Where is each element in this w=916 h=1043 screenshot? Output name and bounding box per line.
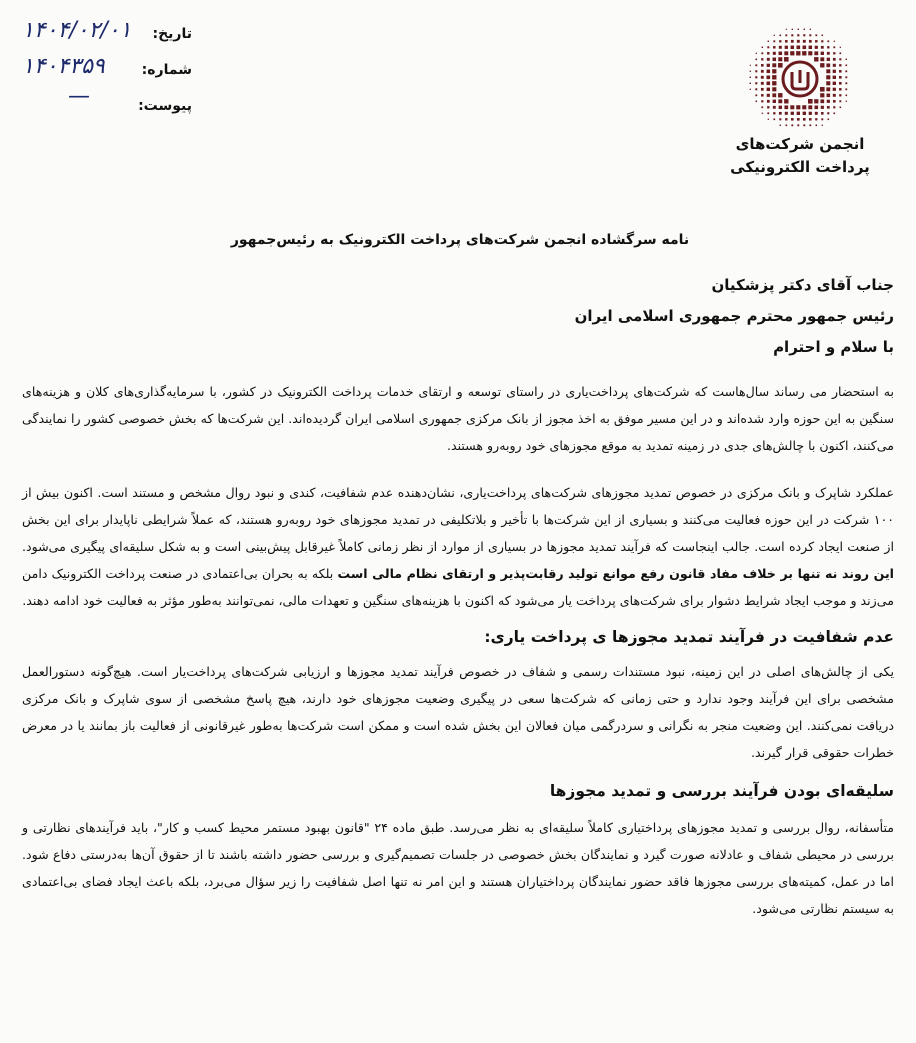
logo-square [790, 51, 794, 55]
logo-square [827, 52, 830, 55]
logo-square [773, 118, 775, 120]
paragraph-performance-text: عملکرد شاپرک و بانک مرکزی در خصوص تمدید مجوزهای شرکت‌های پرداخت‌یاری، نشان‌دهنده عدم شفافیت، کندی و نبود روال مشخص و مستند است. اکنون بیش از ۱۰۰ شرکت در این حوزه فعالیت می‌کنند و بسیاری از این شرکت‌ها با تأخیر و بلاتکلیفی در تمدید مجوزهای خود روبه‌رو هستند، که عملاً شرایطی ناپایدار برای این بخش از صنعت ایجاد کرده است. جالب اینجاست که فرآیند تمدید مجوزها در بسیاری از موارد از نظر زمانی کاملاً غیرقابل پیش‌بینی است و به شکل سلیقه‌ای پیگیری می‌شود. [22, 485, 894, 554]
logo-square [755, 82, 757, 84]
logo-square [820, 87, 825, 92]
logo-square [826, 69, 830, 73]
logo-square [845, 76, 847, 78]
letter-meta [22, 18, 192, 126]
logo-square [778, 63, 783, 68]
logo-square [761, 94, 763, 96]
logo-square [797, 40, 800, 43]
logo-square [791, 34, 793, 36]
logo-square [772, 69, 776, 73]
logo-square [821, 46, 824, 49]
logo-square [762, 47, 763, 48]
logo-square [839, 94, 841, 96]
logo-square [815, 34, 817, 36]
logo-square [816, 125, 818, 127]
paragraph-arbitrary: متأسفانه، روال بررسی و تمدید مجوزهای پرداختیاری کاملاً سلیقه‌ای به نظر می‌رسد. طبق ماده ۲۴ "قانون بهبود مستمر محیط کسب و کار"، باید فرآیندهای نظارتی و بررسی در محیطی شفاف و عادلانه صورت گیرد و نمایندگان بخش خصوصی در جلسات تصمیم‌گیری و بررسی حضور داشته باشند تا از حقوق آن‌ها به‌درستی دفاع شود. اما در عمل، کمیته‌های بررسی مجوزها فاقد حضور نمایندگان پرداختیاران هستند و این امر نه تنها اصل شفافیت را زیر سؤال می‌برد، بلکه باعث ایجاد فضای بی‌اعتمادی به سیستم نظارتی می‌شود. [22, 820, 894, 916]
logo-square [798, 29, 799, 30]
logo-square [755, 94, 757, 96]
logo-square [756, 101, 758, 103]
logo-square [761, 106, 763, 108]
logo-square [833, 76, 836, 79]
logo-square [773, 112, 775, 114]
logo-square [750, 65, 751, 66]
logo-square [808, 51, 812, 55]
logo-square [785, 40, 788, 43]
logo-square [814, 57, 818, 61]
logo-square [796, 105, 800, 109]
logo-square [820, 63, 824, 67]
attachment-value: — [68, 84, 91, 109]
letter-title: نامه سرگشاده انجمن شرکت‌های پرداخت الکترونیک به رئیس‌جمهور [230, 232, 690, 248]
logo-square [773, 100, 776, 103]
logo-square [833, 94, 836, 97]
logo-square [809, 112, 812, 115]
logo-square [826, 81, 830, 85]
logo-square [750, 71, 751, 72]
logo-square [840, 47, 841, 48]
logo-square [833, 70, 836, 73]
number-value: ۱۴۰۴۳۵۹ [22, 54, 105, 79]
logo-square [821, 118, 823, 120]
logo-square [827, 94, 831, 98]
logo-square [822, 125, 823, 126]
logo-square [828, 119, 830, 121]
logo-square [827, 112, 829, 114]
logo-square [761, 76, 764, 79]
logo-square [791, 118, 794, 121]
logo-square [780, 125, 781, 126]
logo-square [791, 40, 794, 43]
logo-square [839, 58, 841, 60]
logo-square [833, 106, 835, 108]
logo-square [778, 57, 782, 61]
logo-square [779, 40, 781, 42]
logo-square [803, 40, 806, 43]
logo-square [814, 51, 818, 55]
logo-square [808, 99, 813, 104]
logo-square [834, 41, 835, 42]
logo-square [756, 59, 758, 61]
logo-square [820, 99, 824, 103]
logo-square [840, 107, 842, 109]
logo-mark-icon [746, 25, 854, 133]
logo-square [779, 118, 781, 120]
logo-square [791, 112, 794, 115]
date-label: تاریخ: [152, 26, 192, 42]
logo-square [804, 29, 805, 30]
logo-square [833, 64, 836, 67]
logo-square [784, 57, 789, 62]
logo-square [773, 40, 775, 42]
logo-square [785, 46, 788, 49]
logo-square [827, 100, 830, 103]
logo-square [767, 88, 770, 91]
logo-square [785, 118, 787, 120]
logo-square [785, 34, 787, 36]
logo-square [767, 70, 770, 73]
logo-name-line1: انجمن شرکت‌های [735, 135, 865, 153]
logo-square [768, 119, 769, 120]
logo-square [833, 112, 835, 114]
logo-square [826, 63, 830, 67]
logo-square [784, 51, 788, 55]
logo-square [815, 106, 819, 110]
logo-square [815, 40, 817, 42]
logo-square [809, 124, 811, 126]
logo-square [833, 52, 835, 54]
logo-square [750, 77, 751, 78]
logo-square [772, 81, 776, 85]
logo-square [821, 40, 823, 42]
logo-square [846, 95, 848, 97]
logo-square [839, 76, 842, 79]
logo-square [779, 106, 782, 109]
logo-square [797, 34, 799, 36]
logo-square [773, 106, 776, 109]
logo-square [780, 35, 782, 37]
logo-square [797, 46, 801, 50]
logo-square [803, 118, 806, 121]
logo-square [809, 118, 811, 120]
logo-square [803, 112, 806, 115]
logo-square [778, 93, 782, 97]
logo-square [839, 70, 842, 73]
logo-square [785, 112, 788, 115]
logo-square [750, 83, 751, 84]
logo-square [773, 46, 775, 48]
logo-square [767, 94, 770, 97]
logo-square [845, 88, 847, 90]
logo-square [803, 34, 805, 36]
attachment-label: پیوست: [138, 98, 192, 114]
logo-square [767, 100, 770, 103]
association-logo [725, 25, 875, 179]
logo-square [821, 52, 824, 55]
logo-square [815, 118, 817, 120]
paragraph-performance-bold: این روند نه تنها بر خلاف مفاد قانون رفع موانع تولید رقابت‌پذیر و ارتقای نظام مالی است [337, 566, 894, 581]
logo-square [797, 118, 800, 121]
logo-square [762, 113, 763, 114]
attachment-row [22, 84, 192, 126]
logo-square [833, 88, 836, 91]
logo-square [814, 99, 818, 103]
logo-square [810, 29, 811, 30]
logo-square [791, 124, 793, 126]
logo-square [809, 46, 812, 49]
logo-square [826, 87, 830, 91]
logo-square [773, 52, 776, 55]
logo-square [833, 58, 836, 61]
logo-name-line2: پرداخت الکترونیکی [730, 158, 870, 176]
logo-square [815, 46, 818, 49]
logo-square [803, 124, 805, 126]
logo-square [772, 93, 776, 97]
logo-square [750, 89, 751, 90]
logo-square [772, 87, 776, 91]
logo-square [802, 105, 806, 109]
logo-square [785, 124, 787, 126]
paragraph-transparency: یکی از چالش‌های اصلی در این زمینه، نبود مستندات رسمی و شفاف در خصوص فرآیند تمدید مجوزها و ارزیابی شرکت‌های پرداخت‌یار است. هیچ‌گونه دستورالعمل مشخصی برای این فرآیند وجود ندارد و حتی زمانی که شرکت‌ها سعی در پیگیری وضعیت مجوزهای خود دارند، هیچ پاسخ مشخصی از سوی شاپرک و بانک مرکزی دریافت نمی‌کنند. این وضعیت منجر به نگرانی و سردرگمی میان فعالان این بخش شده است و ممکن است شرکت‌ها به‌طور غیرقانونی از فعالیت باز بمانند یا در معرض خطرات حقوقی قرار گیرند. [22, 664, 894, 760]
logo-square [792, 29, 793, 30]
logo-square [767, 82, 771, 86]
logo-square [826, 75, 830, 79]
logo-square [827, 46, 829, 48]
logo-square [833, 100, 836, 103]
logo-square [761, 82, 764, 85]
logo-square [839, 52, 841, 54]
logo-square [821, 106, 824, 109]
date-row [22, 18, 192, 54]
logo-square [768, 41, 769, 42]
logo-square [821, 112, 824, 115]
logo-square [784, 105, 788, 109]
logo-square [773, 58, 777, 62]
greeting: با سلام و احترام [773, 338, 894, 356]
number-row [22, 54, 192, 90]
logo-square [797, 112, 800, 115]
paragraph-intro: به استحضار می رساند سال‌هاست که شرکت‌های پرداخت‌یاری در راستای توسعه و ارتقای خدمات پرداخت الکترونیک در کشور، با سرمایه‌گذاری‌های کلان و هزینه‌های سنگین به این حوزه وارد شده‌اند و در این مسیر موفق به اخذ مجوز از بانک مرکزی جمهوری اسلامی ایران گردیده‌اند. این شرکت‌ها که بخش خصوصی کشور را نمایندگی می‌کنند، اکنون با چالش‌های جدی در زمینه تمدید به موقع مجوزهای خود روبه‌رو هستند. [22, 384, 894, 453]
logo-square [797, 124, 799, 126]
logo-square [839, 64, 841, 66]
logo-square [808, 105, 812, 109]
logo-square [839, 100, 841, 102]
logo-square [820, 93, 824, 97]
logo-square [827, 106, 830, 109]
logo-square [779, 112, 782, 115]
logo-square [767, 64, 770, 67]
logo-square [767, 76, 771, 80]
logo-square [846, 101, 847, 102]
number-label: شماره: [141, 62, 192, 78]
logo-square [803, 46, 807, 50]
logo-square [767, 46, 769, 48]
paragraph-performance-tail: بلکه به بحران بی‌اعتمادی در صنعت پرداخت الکترونیک دامن می‌زند و موجب ایجاد شرایط دشوار برای شرکت‌های پرداخت یار می‌شود که اکنون با هزینه‌های سنگین و تعهدات مالی، نمی‌توانند به‌طور مؤثر به فعالیت خود ادامه دهند. [22, 566, 894, 608]
logo-square [791, 46, 794, 49]
logo-square [772, 75, 776, 79]
logo-square [790, 105, 794, 109]
logo-square [827, 40, 829, 42]
paragraph-performance [22, 479, 894, 614]
addressee-position: رئیس جمهور محترم جمهوری اسلامی ایران [574, 307, 894, 325]
logo-square [755, 64, 757, 66]
logo-square [779, 52, 783, 56]
logo-square [820, 57, 824, 61]
logo-square [761, 52, 763, 54]
logo-square [786, 29, 787, 30]
logo-text [725, 133, 875, 179]
logo-square [755, 88, 757, 90]
logo-square [833, 82, 836, 85]
logo-square [755, 76, 757, 78]
logo-square [779, 46, 782, 49]
logo-square [761, 88, 764, 91]
section-heading-arbitrary: سلیقه‌ای بودن فرآیند بررسی و تمدید مجوزها [549, 782, 894, 800]
logo-square [822, 35, 824, 37]
logo-square [761, 64, 764, 67]
logo-square [755, 70, 757, 72]
logo-square [761, 58, 763, 60]
logo-square [809, 40, 812, 43]
logo-square [761, 70, 764, 73]
logo-square [839, 82, 842, 85]
logo-square [845, 70, 847, 72]
logo-square [767, 52, 769, 54]
logo-square [815, 112, 818, 115]
logo-square [767, 112, 769, 114]
logo-square [839, 88, 841, 90]
logo-square [845, 82, 847, 84]
date-value: ۱۴۰۴/۰۲/۰۱ [22, 18, 132, 43]
logo-square [827, 58, 830, 61]
addressee-name: جناب آقای دکتر پزشکیان [711, 276, 894, 294]
logo-square [845, 64, 847, 66]
logo-square [833, 46, 835, 48]
logo-square [809, 34, 811, 36]
logo-square [761, 100, 763, 102]
section-heading-transparency: عدم شفافیت در فرآیند تمدید مجوزها ی پرداخت یاری: [484, 628, 894, 646]
logo-square [778, 99, 782, 103]
logo-square [772, 63, 776, 67]
logo-square [846, 59, 847, 60]
letter-body [22, 378, 894, 922]
logo-square [756, 53, 757, 54]
logo-square [796, 51, 800, 55]
logo-square [802, 51, 806, 55]
logo-square [767, 106, 769, 108]
addressee-block [294, 270, 894, 363]
logo-square [774, 35, 775, 36]
logo-square [767, 58, 770, 61]
logo-square [784, 99, 788, 103]
